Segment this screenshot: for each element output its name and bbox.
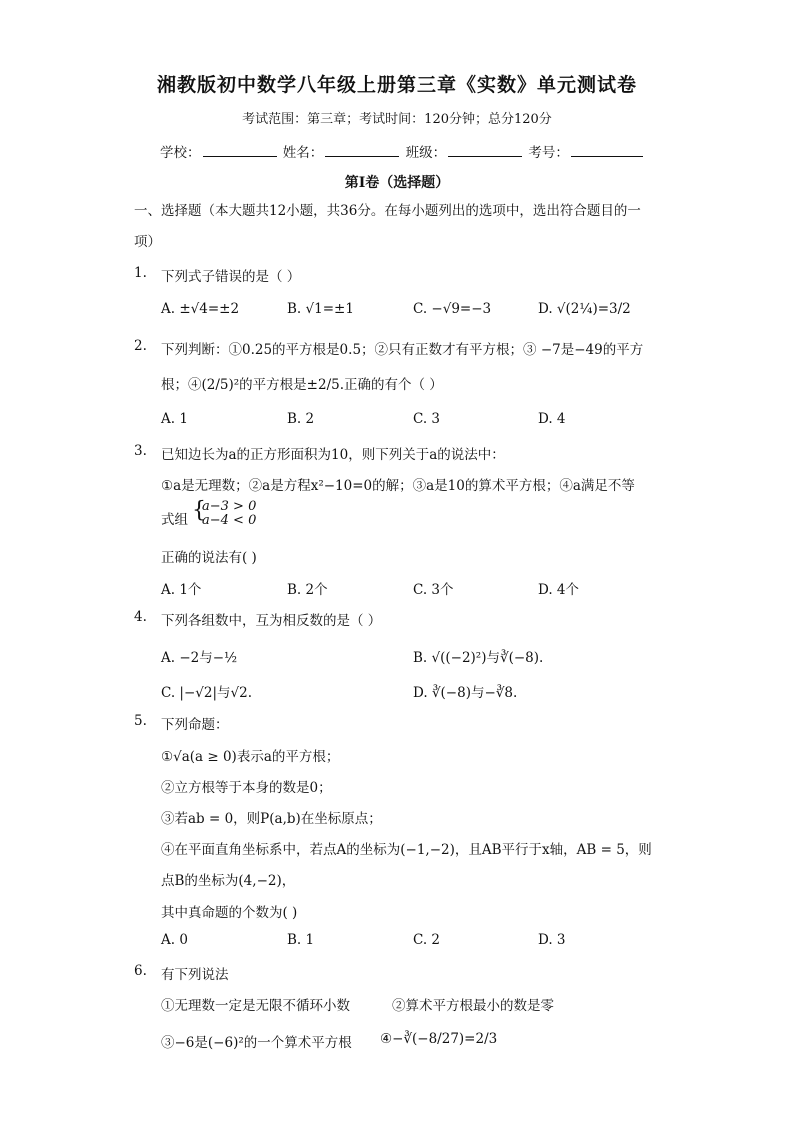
option-d: D. √(2¼)=3/2 bbox=[538, 301, 631, 317]
statement-item: ②算术平方根最小的数是零 bbox=[392, 998, 554, 1014]
option-c: C. |−√2|与√2. bbox=[161, 685, 253, 701]
option-b: B. √1=±1 bbox=[287, 301, 354, 317]
question-stem: 下列判断：①0.25的平方根是0.5；②只有正数才有平方根；③ −7是−49的平方 bbox=[161, 342, 644, 358]
question-stem: 下列各组数中，互为相反数的是（ ） bbox=[161, 613, 382, 629]
question-number: 3. bbox=[134, 443, 147, 459]
question-number: 1. bbox=[134, 265, 147, 281]
inequality-system: a−3 > 0 a−4 < 0 bbox=[202, 499, 257, 528]
question-stem: 有下列说法 bbox=[161, 967, 229, 983]
option-b: B. 2 bbox=[287, 411, 315, 427]
name-label: 姓名： bbox=[282, 145, 324, 161]
proposition-item: ②立方根等于本身的数是0； bbox=[161, 780, 332, 796]
option-d: D. 4个 bbox=[538, 582, 580, 598]
option-d: D. ∛(−8)与−∛8. bbox=[413, 685, 518, 701]
option-d: D. 3 bbox=[538, 932, 566, 948]
option-c: C. −√9=−3 bbox=[413, 301, 492, 317]
class-label: 班级： bbox=[405, 145, 447, 161]
number-blank[interactable] bbox=[571, 144, 643, 157]
statement-item: ③−6是(−6)²的一个算术平方根 bbox=[161, 1035, 352, 1051]
option-a: A. −2与−½ bbox=[161, 650, 238, 666]
question-number: 5. bbox=[134, 713, 147, 729]
question-stem-cont: ①a是无理数；②a是方程x²−10=0的解；③a是10的算术平方根；④a满足不等 bbox=[161, 478, 635, 494]
student-info-line bbox=[160, 141, 645, 161]
option-c: C. 2 bbox=[413, 932, 441, 948]
option-a: A. 1个 bbox=[161, 582, 202, 598]
option-b: B. 2个 bbox=[287, 582, 328, 598]
proposition-item: ③若ab = 0，则P(a,b)在坐标原点； bbox=[161, 811, 382, 827]
option-a: A. 0 bbox=[161, 932, 188, 948]
section-heading: 一、选择题（本大题共12小题，共36分。在每小题列出的选项中，选出符合题目的一 项） bbox=[134, 203, 641, 250]
option-b: B. √((−2)²)与∛(−8). bbox=[413, 650, 544, 666]
question-number: 6. bbox=[134, 963, 147, 979]
question-number: 4. bbox=[134, 609, 147, 625]
class-blank[interactable] bbox=[448, 144, 522, 157]
option-b: B. 1 bbox=[287, 932, 315, 948]
statement-item: ④−∛(−8/27)=2/3 bbox=[380, 1031, 498, 1047]
proposition-item: 点B的坐标为(4,−2)， bbox=[161, 873, 296, 889]
option-a: A. ±√4=±2 bbox=[161, 301, 240, 317]
statement-item: ①无理数一定是无限不循环小数 bbox=[161, 998, 350, 1014]
volume-heading: 第I卷（选择题） bbox=[344, 175, 450, 191]
exam-scope: 考试范围：第三章；考试时间：120分钟；总分120分 bbox=[242, 112, 552, 127]
page-title: 湘教版初中数学八年级上册第三章《实数》单元测试卷 bbox=[156, 74, 637, 96]
option-a: A. 1 bbox=[161, 411, 188, 427]
question-stem-cont: 其中真命题的个数为( ) bbox=[161, 905, 298, 921]
question-number: 2. bbox=[134, 338, 147, 354]
question-stem: 已知边长为a的正方形面积为10，则下列关于a的说法中： bbox=[161, 447, 505, 463]
option-d: D. 4 bbox=[538, 411, 566, 427]
option-c: C. 3个 bbox=[413, 582, 454, 598]
brace-icon: { bbox=[192, 498, 206, 523]
school-blank[interactable] bbox=[203, 144, 277, 157]
question-stem: 下列式子错误的是（ ） bbox=[161, 269, 301, 285]
number-label: 考号： bbox=[528, 145, 569, 161]
question-stem-cont: 式组 bbox=[161, 512, 188, 528]
proposition-item: ④在平面直角坐标系中，若点A的坐标为(−1,−2)，且AB平行于x轴，AB = 5，则 bbox=[161, 842, 652, 858]
school-label: 学校： bbox=[160, 145, 201, 161]
proposition-item: ①√a(a ≥ 0)表示a的平方根； bbox=[161, 749, 340, 765]
option-c: C. 3 bbox=[413, 411, 441, 427]
name-blank[interactable] bbox=[325, 144, 399, 157]
question-stem-cont: 根；④(2/5)²的平方根是±2/5.正确的有个（ ） bbox=[161, 377, 443, 393]
question-stem-cont: 正确的说法有( ) bbox=[161, 550, 257, 566]
question-stem: 下列命题： bbox=[161, 717, 229, 733]
